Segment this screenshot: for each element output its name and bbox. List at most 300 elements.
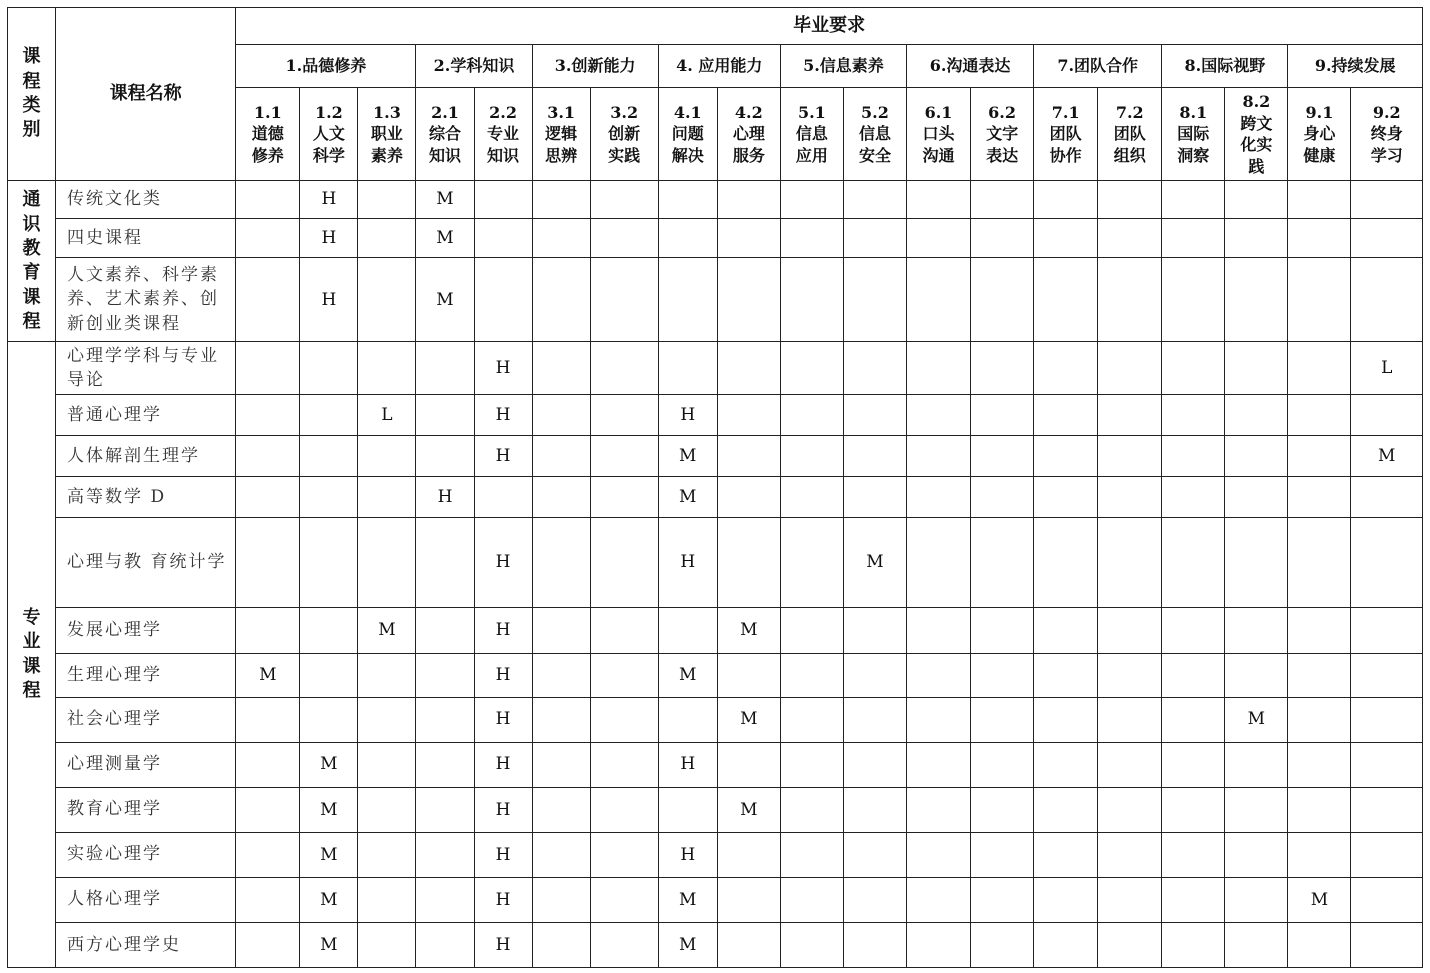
support-level-cell: [971, 436, 1034, 477]
sub-requirement-code: 3.2: [610, 102, 639, 122]
requirement-group-header: 6.沟通表达: [906, 45, 1033, 88]
support-level-cell: [717, 477, 780, 518]
support-level-cell: [780, 922, 843, 967]
support-level-cell: [843, 922, 906, 967]
support-level-cell: [1098, 787, 1162, 832]
support-level-cell: [300, 342, 358, 395]
sub-requirement-label: 信息安全: [858, 124, 891, 165]
support-level-cell: [590, 219, 658, 258]
sub-requirement-label: 信息应用: [795, 124, 828, 165]
support-level-cell: [658, 181, 717, 219]
support-level-cell: H: [474, 922, 532, 967]
support-level-cell: [1351, 922, 1423, 967]
support-level-cell: [1162, 607, 1225, 653]
support-level-cell: M: [236, 653, 300, 697]
support-level-cell: M: [717, 787, 780, 832]
support-level-cell: [1162, 181, 1225, 219]
support-level-cell: [590, 697, 658, 742]
support-level-cell: [236, 395, 300, 436]
support-level-cell: H: [474, 436, 532, 477]
support-level-cell: [1351, 832, 1423, 877]
support-level-cell: [1351, 653, 1423, 697]
sub-requirement-header: [1098, 88, 1162, 181]
support-level-cell: [971, 219, 1034, 258]
table-row: [8, 742, 1423, 787]
support-level-cell: M: [416, 181, 474, 219]
sub-requirement-code: 9.2: [1372, 102, 1401, 122]
support-level-cell: [1225, 395, 1288, 436]
support-level-cell: [358, 181, 416, 219]
support-level-cell: [474, 181, 532, 219]
support-level-cell: H: [474, 832, 532, 877]
support-level-cell: [236, 697, 300, 742]
support-level-cell: [717, 258, 780, 342]
support-level-cell: M: [1225, 697, 1288, 742]
support-level-cell: [1162, 518, 1225, 607]
support-level-cell: [1098, 653, 1162, 697]
support-level-cell: [1288, 922, 1351, 967]
support-level-cell: [906, 607, 970, 653]
support-level-cell: [1288, 477, 1351, 518]
support-level-cell: M: [658, 477, 717, 518]
support-level-cell: [1351, 258, 1423, 342]
support-level-cell: [416, 607, 474, 653]
support-level-cell: [906, 342, 970, 395]
support-level-cell: [717, 518, 780, 607]
course-name-cell: 心理与教 育统计学: [56, 518, 236, 607]
support-level-cell: H: [474, 787, 532, 832]
support-level-cell: [590, 181, 658, 219]
support-level-cell: [300, 653, 358, 697]
support-level-cell: [1162, 697, 1225, 742]
support-level-cell: L: [358, 395, 416, 436]
support-level-cell: [1034, 697, 1098, 742]
sub-requirement-header: [843, 88, 906, 181]
requirement-group-header: 5.信息素养: [780, 45, 906, 88]
support-level-cell: [717, 832, 780, 877]
sub-requirement-label: 道德修养: [251, 124, 284, 165]
sub-requirement-header: [236, 88, 300, 181]
support-level-cell: [1098, 518, 1162, 607]
support-level-cell: H: [474, 607, 532, 653]
support-level-cell: H: [474, 653, 532, 697]
table-row: [8, 258, 1423, 342]
support-level-cell: [717, 181, 780, 219]
sub-requirement-header: [300, 88, 358, 181]
support-level-cell: [1034, 922, 1098, 967]
support-level-cell: [300, 518, 358, 607]
support-level-cell: [1034, 653, 1098, 697]
sub-requirement-header: [532, 88, 590, 181]
support-level-cell: [1098, 697, 1162, 742]
support-level-cell: [358, 653, 416, 697]
support-level-cell: [236, 219, 300, 258]
requirement-group-header: 3.创新能力: [532, 45, 658, 88]
support-level-cell: [236, 877, 300, 922]
support-level-cell: [1098, 258, 1162, 342]
support-level-cell: H: [416, 477, 474, 518]
table-row: [8, 607, 1423, 653]
support-level-cell: H: [658, 742, 717, 787]
table-row: [8, 181, 1423, 219]
support-level-cell: [1225, 219, 1288, 258]
support-level-cell: [236, 607, 300, 653]
support-level-cell: [780, 787, 843, 832]
support-level-cell: [1162, 436, 1225, 477]
support-level-cell: [590, 518, 658, 607]
support-level-cell: H: [474, 395, 532, 436]
support-level-cell: [717, 436, 780, 477]
support-level-cell: [1225, 181, 1288, 219]
support-level-cell: [590, 653, 658, 697]
support-level-cell: M: [300, 742, 358, 787]
support-level-cell: [1098, 181, 1162, 219]
support-level-cell: H: [474, 342, 532, 395]
support-level-cell: [532, 742, 590, 787]
support-level-cell: [971, 697, 1034, 742]
sub-requirement-header: [1351, 88, 1423, 181]
support-level-cell: [416, 877, 474, 922]
support-level-cell: [300, 607, 358, 653]
support-level-cell: [590, 342, 658, 395]
support-level-cell: [358, 518, 416, 607]
sub-requirement-code: 9.1: [1305, 102, 1334, 122]
sub-requirement-header: [590, 88, 658, 181]
support-level-cell: [358, 477, 416, 518]
category-header: 课程类别: [8, 8, 56, 181]
sub-requirement-code: 6.2: [988, 102, 1017, 122]
support-level-cell: M: [416, 258, 474, 342]
support-level-cell: [300, 697, 358, 742]
support-level-cell: [532, 518, 590, 607]
sub-requirement-header: [717, 88, 780, 181]
support-level-cell: [1288, 832, 1351, 877]
course-name-cell: 传统文化类: [56, 181, 236, 219]
support-level-cell: [1162, 258, 1225, 342]
support-level-cell: [1225, 258, 1288, 342]
support-level-cell: [590, 258, 658, 342]
support-level-cell: [358, 922, 416, 967]
support-level-cell: [971, 922, 1034, 967]
sub-requirement-label: 口头沟通: [922, 124, 955, 165]
support-level-cell: M: [717, 607, 780, 653]
support-level-cell: [1288, 787, 1351, 832]
table-row: [8, 697, 1423, 742]
support-level-cell: H: [300, 181, 358, 219]
sub-requirement-code: 6.1: [924, 102, 953, 122]
support-level-cell: [971, 477, 1034, 518]
support-level-cell: [1034, 219, 1098, 258]
support-level-cell: [780, 477, 843, 518]
sub-requirement-code: 4.2: [734, 102, 763, 122]
support-level-cell: [1351, 877, 1423, 922]
support-level-cell: M: [843, 518, 906, 607]
support-level-cell: [843, 877, 906, 922]
support-level-cell: [358, 832, 416, 877]
sub-requirement-label: 文字表达: [986, 124, 1019, 165]
support-level-cell: [236, 518, 300, 607]
course-requirement-matrix: [7, 7, 1423, 968]
support-level-cell: [1225, 436, 1288, 477]
support-level-cell: [590, 607, 658, 653]
support-level-cell: [1288, 342, 1351, 395]
support-level-cell: [717, 395, 780, 436]
support-level-cell: [532, 477, 590, 518]
support-level-cell: [1225, 787, 1288, 832]
support-level-cell: [416, 922, 474, 967]
sub-requirement-header: [971, 88, 1034, 181]
support-level-cell: M: [658, 877, 717, 922]
support-level-cell: [1034, 832, 1098, 877]
support-level-cell: M: [1351, 436, 1423, 477]
requirement-group-header: 9.持续发展: [1288, 45, 1423, 88]
support-level-cell: [1288, 395, 1351, 436]
support-level-cell: M: [717, 697, 780, 742]
sub-requirement-code: 1.1: [253, 102, 282, 122]
support-level-cell: [1351, 477, 1423, 518]
course-name-cell: 人文素养、科学素养、艺术素养、创新创业类课程: [56, 258, 236, 342]
support-level-cell: [843, 342, 906, 395]
table-row: [8, 477, 1423, 518]
support-level-cell: [1034, 342, 1098, 395]
sub-requirement-label: 国际洞察: [1177, 124, 1210, 165]
support-level-cell: [780, 832, 843, 877]
support-level-cell: [358, 877, 416, 922]
course-name-cell: 心理学学科与专业导论: [56, 342, 236, 395]
support-level-cell: M: [658, 922, 717, 967]
sub-requirement-label: 综合知识: [428, 124, 461, 165]
support-level-cell: [780, 342, 843, 395]
graduation-requirements-header: 毕业要求: [236, 8, 1423, 45]
support-level-cell: [532, 697, 590, 742]
support-level-cell: [906, 258, 970, 342]
support-level-cell: [906, 219, 970, 258]
sub-requirement-code: 2.2: [489, 102, 517, 122]
support-level-cell: [1351, 219, 1423, 258]
support-level-cell: [780, 607, 843, 653]
support-level-cell: [1034, 477, 1098, 518]
support-level-cell: [1225, 832, 1288, 877]
support-level-cell: [590, 787, 658, 832]
support-level-cell: [1351, 742, 1423, 787]
support-level-cell: [532, 436, 590, 477]
requirement-group-header: 1.品德修养: [236, 45, 416, 88]
support-level-cell: [236, 742, 300, 787]
support-level-cell: [1162, 922, 1225, 967]
support-level-cell: [971, 607, 1034, 653]
support-level-cell: [358, 436, 416, 477]
sub-requirement-code: 7.1: [1051, 102, 1080, 122]
support-level-cell: [971, 832, 1034, 877]
support-level-cell: [658, 607, 717, 653]
support-level-cell: [1351, 181, 1423, 219]
support-level-cell: [590, 922, 658, 967]
support-level-cell: [658, 697, 717, 742]
support-level-cell: [532, 787, 590, 832]
support-level-cell: H: [658, 395, 717, 436]
support-level-cell: [590, 742, 658, 787]
support-level-cell: [1034, 258, 1098, 342]
support-level-cell: [532, 258, 590, 342]
support-level-cell: [416, 787, 474, 832]
support-level-cell: [843, 607, 906, 653]
support-level-cell: L: [1351, 342, 1423, 395]
support-level-cell: M: [1288, 877, 1351, 922]
table-row: [8, 219, 1423, 258]
sub-requirement-header: [1288, 88, 1351, 181]
support-level-cell: H: [474, 742, 532, 787]
matrix-body: [8, 8, 1423, 968]
support-level-cell: [236, 342, 300, 395]
support-level-cell: [1098, 832, 1162, 877]
course-name-cell: 四史课程: [56, 219, 236, 258]
support-level-cell: [532, 922, 590, 967]
support-level-cell: [358, 219, 416, 258]
support-level-cell: [1034, 436, 1098, 477]
support-level-cell: [780, 436, 843, 477]
sub-requirement-label: 问题解决: [671, 124, 704, 165]
support-level-cell: M: [300, 877, 358, 922]
sub-requirement-code: 5.1: [797, 102, 826, 122]
support-level-cell: [1162, 653, 1225, 697]
support-level-cell: H: [474, 697, 532, 742]
support-level-cell: [236, 832, 300, 877]
header-row-1: [8, 8, 1423, 45]
support-level-cell: [1288, 518, 1351, 607]
support-level-cell: [906, 518, 970, 607]
support-level-cell: [358, 742, 416, 787]
support-level-cell: [843, 832, 906, 877]
table-row: [8, 518, 1423, 607]
support-level-cell: [1288, 258, 1351, 342]
requirement-group-header: 2.学科知识: [416, 45, 532, 88]
support-level-cell: [1351, 395, 1423, 436]
support-level-cell: [971, 877, 1034, 922]
support-level-cell: [1098, 477, 1162, 518]
support-level-cell: [780, 395, 843, 436]
support-level-cell: H: [300, 258, 358, 342]
sub-requirement-label: 创新实践: [608, 124, 641, 165]
support-level-cell: [906, 697, 970, 742]
support-level-cell: [1288, 697, 1351, 742]
support-level-cell: [1098, 395, 1162, 436]
sub-requirement-label: 逻辑思辨: [545, 124, 578, 165]
support-level-cell: [971, 742, 1034, 787]
support-level-cell: [717, 653, 780, 697]
requirement-group-header: 8.国际视野: [1162, 45, 1288, 88]
support-level-cell: [843, 477, 906, 518]
support-level-cell: [906, 832, 970, 877]
support-level-cell: [780, 258, 843, 342]
support-level-cell: [532, 877, 590, 922]
support-level-cell: H: [300, 219, 358, 258]
support-level-cell: [1162, 219, 1225, 258]
sub-requirement-header: [780, 88, 843, 181]
support-level-cell: H: [474, 877, 532, 922]
support-level-cell: [358, 258, 416, 342]
support-level-cell: H: [474, 518, 532, 607]
support-level-cell: [780, 518, 843, 607]
support-level-cell: [780, 653, 843, 697]
support-level-cell: [474, 219, 532, 258]
support-level-cell: [358, 342, 416, 395]
support-level-cell: [416, 832, 474, 877]
sub-requirement-header: [1034, 88, 1098, 181]
support-level-cell: [1351, 787, 1423, 832]
sub-requirement-header: [474, 88, 532, 181]
sub-requirement-label: 职业素养: [370, 124, 403, 165]
support-level-cell: [532, 181, 590, 219]
support-level-cell: [590, 877, 658, 922]
support-level-cell: [717, 877, 780, 922]
support-level-cell: [1034, 877, 1098, 922]
support-level-cell: M: [300, 787, 358, 832]
sub-requirement-label: 跨文化实践: [1240, 113, 1273, 176]
support-level-cell: [1162, 832, 1225, 877]
support-level-cell: [906, 787, 970, 832]
sub-requirement-header: [906, 88, 970, 181]
support-level-cell: [843, 787, 906, 832]
course-name-cell: 普通心理学: [56, 395, 236, 436]
support-level-cell: [780, 181, 843, 219]
course-name-cell: 人体解剖生理学: [56, 436, 236, 477]
support-level-cell: [416, 742, 474, 787]
sub-requirement-header: [416, 88, 474, 181]
support-level-cell: [780, 219, 843, 258]
support-level-cell: [658, 342, 717, 395]
support-level-cell: [236, 436, 300, 477]
support-level-cell: [906, 877, 970, 922]
support-level-cell: [1098, 922, 1162, 967]
support-level-cell: [1225, 477, 1288, 518]
sub-requirement-label: 身心健康: [1303, 124, 1336, 165]
support-level-cell: [532, 607, 590, 653]
support-level-cell: [1034, 787, 1098, 832]
table-row: [8, 877, 1423, 922]
support-level-cell: M: [358, 607, 416, 653]
sub-requirement-label: 心理服务: [732, 124, 765, 165]
support-level-cell: [358, 787, 416, 832]
support-level-cell: [532, 395, 590, 436]
support-level-cell: [1034, 607, 1098, 653]
course-name-cell: 高等数学 D: [56, 477, 236, 518]
support-level-cell: [658, 219, 717, 258]
support-level-cell: [532, 342, 590, 395]
support-level-cell: [1098, 342, 1162, 395]
support-level-cell: [1098, 742, 1162, 787]
support-level-cell: [1225, 922, 1288, 967]
support-level-cell: [1288, 653, 1351, 697]
support-level-cell: [1351, 518, 1423, 607]
table-row: [8, 436, 1423, 477]
sub-requirement-code: 3.1: [547, 102, 576, 122]
support-level-cell: [1098, 607, 1162, 653]
sub-requirement-code: 1.2: [314, 102, 343, 122]
course-name-cell: 发展心理学: [56, 607, 236, 653]
support-level-cell: [971, 258, 1034, 342]
support-level-cell: [1351, 607, 1423, 653]
support-level-cell: [590, 395, 658, 436]
support-level-cell: [971, 787, 1034, 832]
sub-requirement-header: [358, 88, 416, 181]
support-level-cell: H: [658, 832, 717, 877]
sub-requirement-code: 8.1: [1179, 102, 1208, 122]
support-level-cell: [1225, 607, 1288, 653]
course-name-header: 课程名称: [56, 8, 236, 181]
support-level-cell: [1225, 518, 1288, 607]
support-level-cell: [590, 832, 658, 877]
support-level-cell: [971, 653, 1034, 697]
